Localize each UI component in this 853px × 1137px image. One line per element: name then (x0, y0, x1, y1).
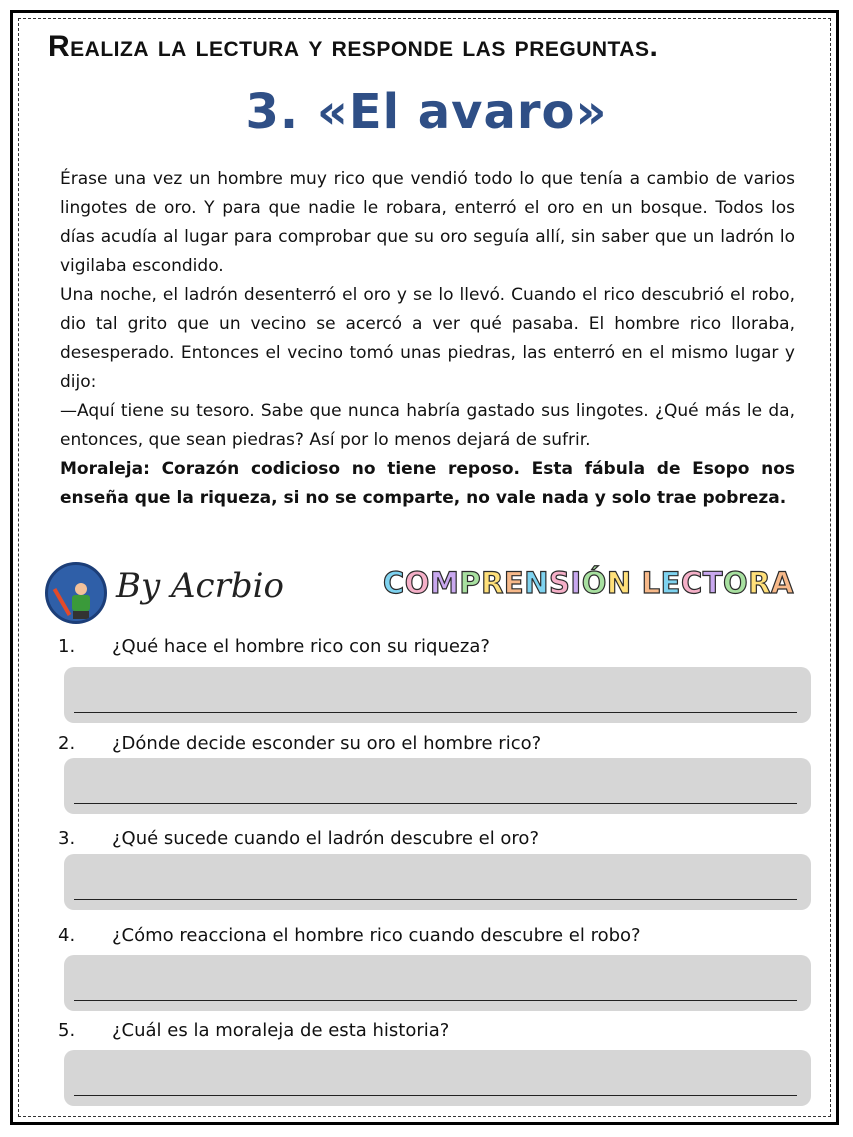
banner-letter: Ó (581, 566, 607, 600)
answer-box-5[interactable] (64, 1050, 811, 1106)
question-number: 4. (58, 925, 76, 946)
banner-letter: N (524, 566, 550, 600)
banner-letter: L (641, 566, 661, 600)
answer-box-4[interactable] (64, 955, 811, 1011)
banner-letter: M (429, 566, 460, 600)
story-moral: Moraleja: Corazón codicioso no tiene reposo. Esta fábula de Esopo nos enseña que la riqueza, si no se comparte, no vale nada y solo trae pobreza. (60, 459, 795, 508)
question-text: ¿Cómo reacciona el hombre rico cuando descubre el robo? (112, 925, 641, 946)
banner-letter: N (606, 566, 632, 600)
banner-letter: R (748, 566, 772, 600)
question-number: 1. (58, 636, 76, 657)
pencil-icon (53, 588, 71, 616)
story-title: 3. «El avaro» (245, 84, 608, 140)
question-text: ¿Cuál es la moraleja de esta historia? (112, 1020, 450, 1041)
answer-line (74, 1095, 797, 1096)
answer-line (74, 803, 797, 804)
banner-letter: O (723, 566, 749, 600)
instruction-heading: Realiza la lectura y responde las preguntas. (48, 30, 659, 63)
answer-box-3[interactable] (64, 854, 811, 910)
banner-letter: O (404, 566, 430, 600)
answer-line (74, 899, 797, 900)
banner-letter: P (459, 566, 482, 600)
banner-letter: C (383, 566, 405, 600)
answer-line (74, 1000, 797, 1001)
question-number: 3. (58, 828, 76, 849)
banner-letter: C (680, 566, 703, 600)
banner-letter: E (660, 566, 681, 600)
teacher-avatar-icon (45, 562, 107, 624)
author-signature: By Acrbio (116, 566, 284, 606)
question-number: 5. (58, 1020, 76, 1041)
question-text: ¿Qué sucede cuando el ladrón descubre el oro? (112, 828, 539, 849)
question-number: 2. (58, 733, 76, 754)
banner-letter: A (771, 566, 794, 600)
banner-letter: T (702, 566, 724, 600)
story-paragraph: Érase una vez un hombre muy rico que vendió todo lo que tenía a cambio de varios lingotes de oro. Y para que nadie le robara, enterró el oro en un bosque. Todos los días acudía al lugar para comprobar que su oro seguía allí, sin saber que un ladrón lo vigilaba escondido. (60, 169, 795, 276)
story-paragraph: —Aquí tiene su tesoro. Sabe que nunca habría gastado sus lingotes. ¿Qué más le da, entonces, que sean piedras? Así por lo menos dejará de sufrir. (60, 401, 795, 450)
banner-letter: R (481, 566, 504, 600)
answer-box-1[interactable] (64, 667, 811, 723)
answer-line (74, 712, 797, 713)
question-text: ¿Dónde decide esconder su oro el hombre rico? (112, 733, 542, 754)
answer-box-2[interactable] (64, 758, 811, 814)
comprension-lectora-banner (383, 566, 817, 600)
banner-letter: S (549, 566, 571, 600)
story-text (60, 165, 795, 513)
story-paragraph: Una noche, el ladrón desenterró el oro y se lo llevó. Cuando el rico descubrió el robo, dio tal grito que un vecino se acercó a ver qué pasaba. El hombre rico lloraba, desesperado. Entonces el vecino tomó unas piedras, las enterró en el mismo lugar y dijo: (60, 285, 795, 392)
banner-letter: E (503, 566, 525, 600)
question-text: ¿Qué hace el hombre rico con su riqueza? (112, 636, 490, 657)
banner-letter: I (570, 566, 582, 600)
